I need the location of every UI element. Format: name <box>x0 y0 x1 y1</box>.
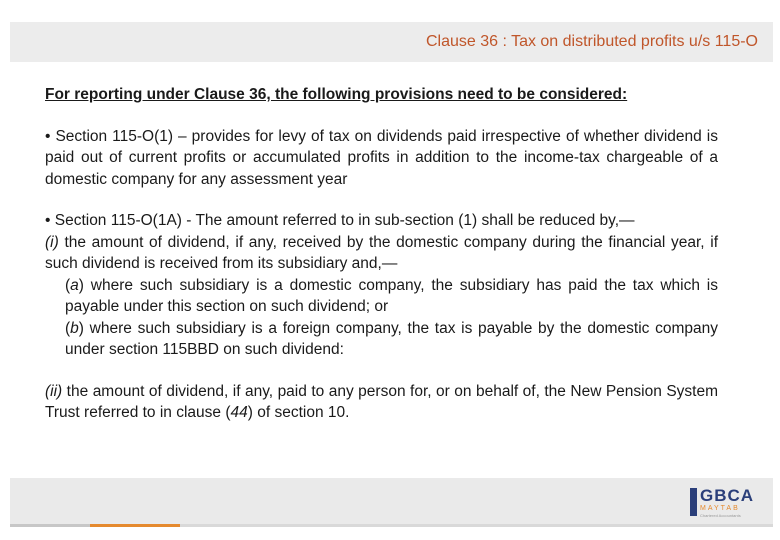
item-i <box>45 232 718 275</box>
item-a-text: ) where such subsidiary is a domestic company, the subsidiary has paid the tax which is payable under this section on such dividend; or <box>65 276 718 315</box>
logo-bar-icon <box>690 488 697 516</box>
item-i-text: the amount of dividend, if any, received by the domestic company during the financial year, if such dividend is received from its subsidiary and,— <box>45 233 718 272</box>
item-ii <box>45 381 718 424</box>
logo-subtext: MAYTAB <box>700 505 740 512</box>
slide-content <box>45 84 718 424</box>
item-a-letter: a <box>70 276 79 294</box>
item-ii-number: (ii) <box>45 382 63 400</box>
company-logo <box>690 486 760 518</box>
item-i-number: (i) <box>45 233 59 251</box>
spacer <box>45 361 718 381</box>
item-b <box>45 318 718 361</box>
slide-title: Clause 36 : Tax on distributed profits u/s 115-O <box>425 33 758 50</box>
item-b-open: ( <box>65 319 71 337</box>
item-ii-clause-number: 44 <box>230 404 248 421</box>
item-b-letter: b <box>70 319 79 337</box>
footer-rule-grey <box>10 524 90 527</box>
footer-rule-light <box>180 524 773 527</box>
footer-rule-orange <box>90 524 180 527</box>
item-a <box>45 275 718 318</box>
item-a-open: ( <box>65 276 71 294</box>
item-ii-text-before: the amount of dividend, if any, paid to any person for, or on behalf of, the New Pension System Trust referred to in clause ( <box>45 382 718 421</box>
bullet-section-115o-1a: • Section 115-O(1A) - The amount referred to in sub-section (1) shall be reduced by,— <box>45 212 635 229</box>
item-b-text: ) where such subsidiary is a foreign company, the tax is payable by the domestic company under section 115BBD on such dividend: <box>65 319 718 358</box>
footer-band <box>10 478 773 524</box>
item-ii-text-after: ) of section 10. <box>247 404 350 421</box>
logo-tagline: Chartered Accountants <box>700 513 741 518</box>
bullet-section-115o-1: • Section 115-O(1) – provides for levy of tax on dividends paid irrespective of whether dividend is paid out of current profits or accumulated profits in addition to the income-tax chargeable of a domestic company for any assessment year <box>45 127 718 188</box>
logo-wordmark: GBCA <box>700 486 755 505</box>
spacer <box>45 190 718 210</box>
section-heading: For reporting under Clause 36, the following provisions need to be considered: <box>45 86 628 103</box>
